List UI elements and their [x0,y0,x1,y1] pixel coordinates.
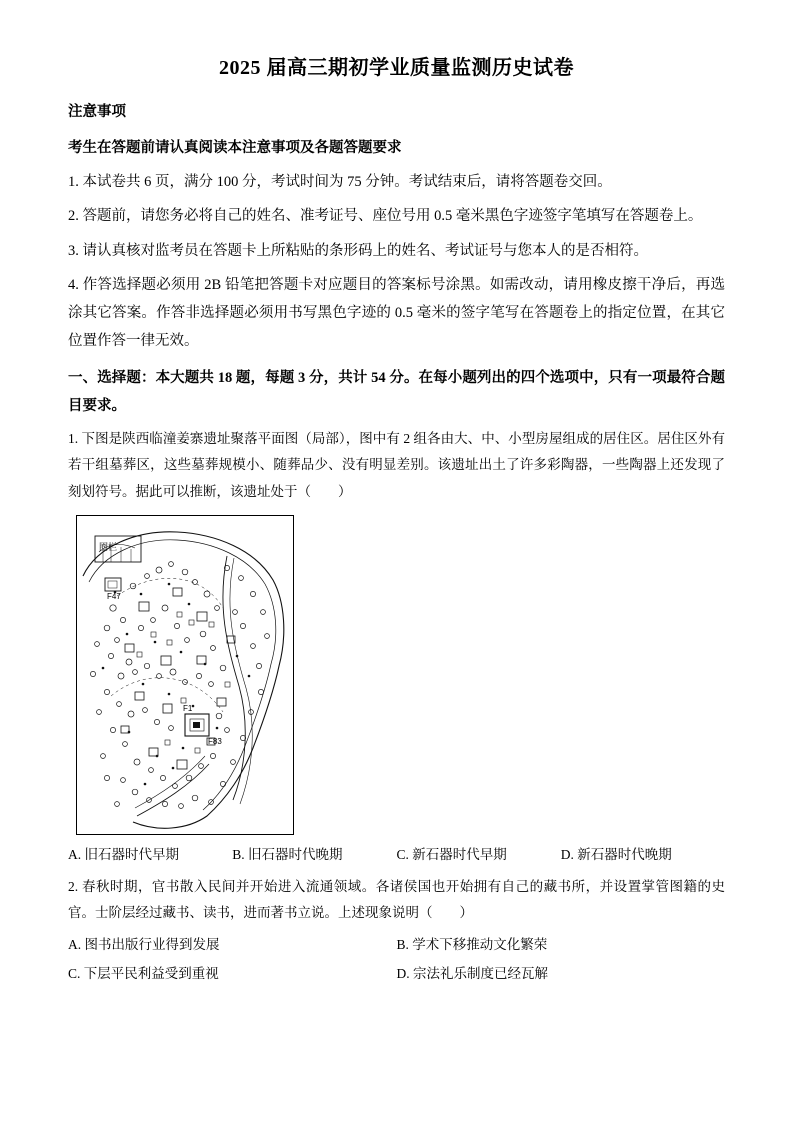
question-1-stem: 1. 下图是陕西临潼姜寨遗址聚落平面图（局部），图中有 2 组各由大、中、小型房屋组成的居住区。居住区外有若干组墓葬区，这些墓葬规模小、随葬品少、没有明显差别。该遗址出土了许多彩陶器，一些陶器上还发现了刻划符号。据此可以推断，该遗址处于（ ） [68,431,725,499]
question-1-figure [68,515,725,835]
part-one-heading: 一、选择题：本大题共 18 题，每题 3 分，共计 54 分。在每小题列出的四个选项中，只有一项最符合题目要求。 [68,369,725,414]
figure-label-f47: F47 [107,592,121,602]
question-2-options-row-2 [68,960,725,987]
figure-label-enclosure: 圈栏 [99,542,118,553]
question-1-option-c[interactable]: C. 新石器时代早期 [396,847,507,863]
settlement-plan-figure [76,515,294,835]
figure-label-f83: F83 [208,737,222,747]
question-1-option-d[interactable]: D. 新石器时代晚期 [560,847,672,863]
notice-item-4: 4. 作答选择题必须用 2B 铅笔把答题卡对应题目的答案标号涂黑。如需改动，请用橡皮擦干净后，再选涂其它答案。作答非选择题必须用书写黑色字迹的 0.5 毫米的签字笔写在答题卷上的指定位置，在其它位置作答一律无效。 [68,276,725,350]
notice-item-3: 3. 请认真核对监考员在答题卡上所粘贴的条形码上的姓名、考试证号与您本人的是否相符。 [68,242,648,259]
notice-heading: 注意事项 [68,104,126,120]
notice-item-2: 2. 答题前，请您务必将自己的姓名、准考证号、座位号用 0.5 毫米黑色字迹签字笔填写在答题卷上。 [68,208,703,225]
question-2-option-d[interactable]: D. 宗法礼乐制度已经瓦解 [396,965,548,981]
question-1-options [68,841,725,868]
question-2-option-c[interactable]: C. 下层平民利益受到重视 [68,965,219,981]
notice-subheading: 考生在答题前请认真阅读本注意事项及各题答题要求 [68,139,402,156]
question-1-option-a[interactable]: A. 旧石器时代早期 [68,847,179,863]
question-2-option-a[interactable]: A. 图书出版行业得到发展 [68,936,220,952]
notice-item-1: 1. 本试卷共 6 页，满分 100 分，考试时间为 75 分钟。考试结束后，请将答题卷交回。 [68,174,612,191]
settlement-plan-drawing [77,516,293,834]
question-1-option-b[interactable]: B. 旧石器时代晚期 [232,847,343,863]
page-title: 2025 届高三期初学业质量监测历史试卷 [219,57,574,79]
question-2-stem: 2. 春秋时期，官书散入民间并开始进入流通领域。各诸侯国也开始拥有自己的藏书所，并设置掌管图籍的史官。士阶层经过藏书、读书，进而著书立说。上述现象说明（ ） [68,879,725,921]
question-2-options-row-1 [68,931,725,958]
question-2-option-b[interactable]: B. 学术下移推动文化繁荣 [396,936,548,952]
figure-label-f1: F1 [183,704,193,714]
